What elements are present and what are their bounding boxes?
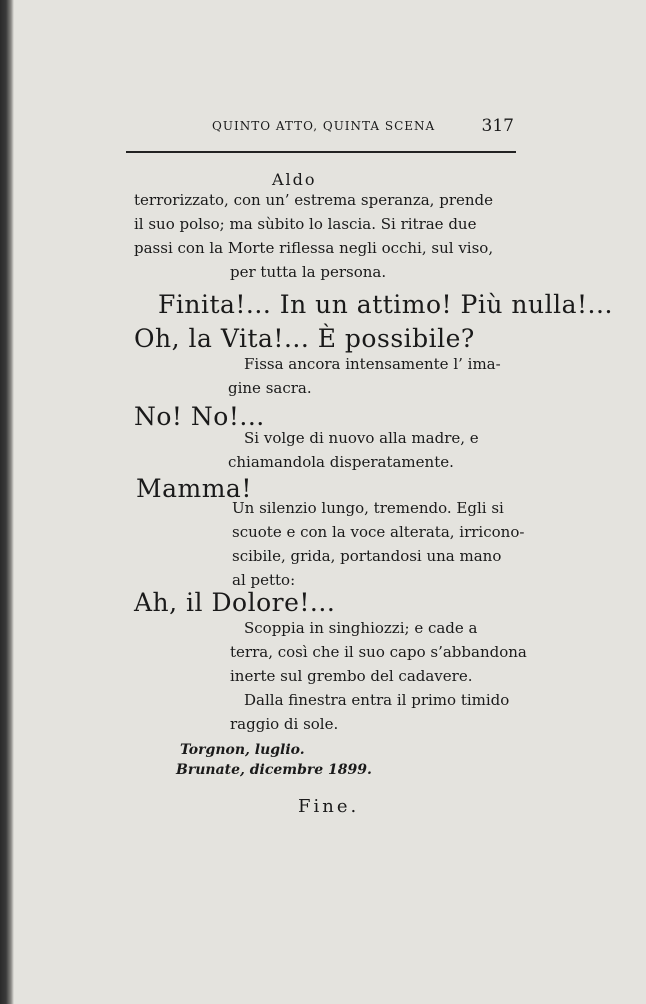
stage-line: per tutta la persona. [230, 263, 387, 281]
dialogue-mamma: Mamma! [136, 474, 252, 503]
dialogue-no: No! No!... [134, 402, 265, 431]
stage-line: Si volge di nuovo alla madre, e [244, 429, 479, 447]
header-rule [126, 151, 516, 153]
stage-direction-intro [134, 188, 526, 284]
place-date-2: Brunate, dicembre 1899. [176, 762, 372, 778]
place-date-1: Torgnon, luglio. [180, 742, 305, 758]
stage-line: passi con la Morte riflessa negli occhi, sul viso, [134, 239, 494, 257]
end-mark: Fine. [298, 796, 360, 817]
page-number: 317 [481, 116, 514, 136]
stage-line: Dalla finestra entra il primo timido [244, 691, 510, 709]
stage-line: Un silenzio lungo, tremendo. Egli si [232, 499, 504, 517]
stage-line: chiamandola disperatamente. [228, 453, 454, 471]
stage-line: terrorizzato, con un’ estrema speranza, prende [134, 191, 494, 209]
stage-line: raggio di sole. [230, 715, 339, 733]
stage-line: gine sacra. [228, 379, 312, 397]
stage-direction-scoppia [230, 616, 527, 736]
stage-line: scuote e con la voce alterata, irricono- [232, 523, 525, 541]
stage-line: terra, così che il suo capo s’abbandona [230, 643, 527, 661]
dialogue-finita: Finita!... In un attimo! Più nulla!... [158, 290, 613, 319]
running-head: QUINTO ATTO, QUINTA SCENA [212, 119, 436, 133]
dialogue-vita: Oh, la Vita!... È possibile? [134, 324, 475, 353]
book-binding-edge [0, 0, 14, 1004]
page-header [130, 116, 516, 136]
speaker-name: Aldo [272, 170, 317, 189]
dialogue-dolore: Ah, il Dolore!... [134, 588, 336, 617]
stage-line: inerte sul grembo del cadavere. [230, 667, 473, 685]
stage-line: scibile, grida, portandosi una mano [232, 547, 502, 565]
stage-line: al petto: [232, 571, 296, 589]
stage-direction-volge [228, 426, 479, 474]
stage-line: Fissa ancora intensamente l’ ima- [244, 355, 501, 373]
stage-line: Scoppia in singhiozzi; e cade a [244, 619, 478, 637]
stage-direction-silenzio [232, 496, 524, 592]
stage-direction-fissa [228, 352, 501, 400]
stage-line: il suo polso; ma sùbito lo lascia. Si ritrae due [134, 215, 477, 233]
